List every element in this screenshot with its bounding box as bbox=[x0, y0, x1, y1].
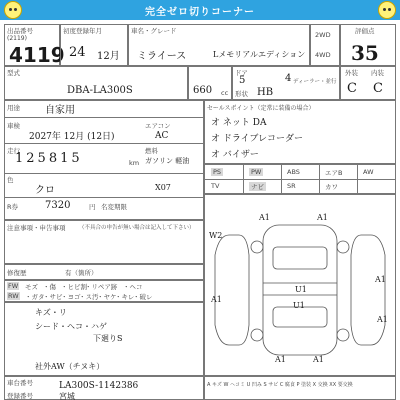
drive-box bbox=[310, 24, 340, 66]
equip-airbag: エアB bbox=[325, 169, 343, 177]
ext-label: 外装 bbox=[345, 69, 358, 77]
door-shape-box bbox=[232, 66, 340, 100]
defect-label: ・ヒビ割 bbox=[61, 283, 87, 291]
defect-label: ・破レ bbox=[133, 293, 153, 301]
sales-point-item: オ バイザー bbox=[211, 150, 259, 160]
inspect-value: 2027年 12月 (12日) bbox=[29, 132, 115, 142]
note-line: 下廻りS bbox=[93, 334, 123, 343]
banner-title: 完全ゼロ切りコーナー bbox=[145, 7, 255, 18]
recycle-value: 円 bbox=[89, 203, 96, 211]
chassis-value: LA300S-1142386 bbox=[59, 381, 139, 391]
equip-ps: PS bbox=[213, 168, 222, 176]
dealer-label: ディーラー・並行 bbox=[293, 79, 337, 85]
note-line: キズ・リ bbox=[35, 308, 67, 317]
inspector-notes bbox=[4, 302, 204, 376]
auction-sheet bbox=[0, 22, 400, 400]
diagram-mark: A1 bbox=[375, 275, 386, 284]
diagram-mark: A1 bbox=[275, 355, 286, 364]
shape-label: 形状 bbox=[235, 90, 248, 98]
cc-unit: cc bbox=[221, 89, 229, 97]
km-label: 走行 bbox=[7, 147, 20, 155]
chassis-label: 車台番号 bbox=[7, 379, 33, 387]
fuel-label: 燃料 bbox=[145, 147, 158, 155]
use-value: 自家用 bbox=[45, 105, 75, 116]
lot-sub: (2119) bbox=[7, 35, 27, 42]
defect-row bbox=[4, 280, 204, 302]
first-reg-label: 初度登録年月 bbox=[63, 27, 102, 35]
repair-label: 修復歴 bbox=[7, 269, 27, 277]
defect-label: ・ヘコ bbox=[123, 283, 143, 291]
price-value: 7320 bbox=[45, 200, 71, 211]
equip-navi: ナビ bbox=[251, 183, 264, 191]
type-label: 型式 bbox=[7, 69, 20, 77]
diagram-mark: A1 bbox=[211, 295, 222, 304]
door-label: ドア bbox=[235, 69, 248, 77]
sales-point-header: セールスポイント（定常に装備の場合） bbox=[207, 105, 315, 112]
price-label: R券 bbox=[7, 203, 19, 211]
defect-label: ・ヤケ bbox=[97, 293, 117, 301]
type-box bbox=[4, 66, 188, 100]
km-value: 125815 bbox=[15, 151, 83, 166]
fuel-value: ガソリン 軽油 bbox=[145, 157, 190, 165]
lot-box bbox=[4, 24, 65, 67]
ext-grade: C bbox=[347, 81, 357, 96]
usage-box bbox=[4, 100, 204, 220]
note-line: 社外AW（チヌキ） bbox=[35, 362, 105, 371]
lot-label: 出品番号 bbox=[7, 27, 33, 35]
use-label: 用途 bbox=[7, 104, 20, 112]
score-value: 35 bbox=[351, 41, 379, 65]
defect-label: ・ス汚 bbox=[79, 293, 99, 301]
recycle-label: 名変期限 bbox=[101, 203, 127, 211]
car-diagram bbox=[204, 194, 396, 376]
equip-leather: カワ bbox=[325, 183, 338, 191]
lot-number: 4119 bbox=[9, 43, 65, 67]
int-label: 内装 bbox=[371, 69, 384, 77]
car-name: ミライース bbox=[137, 51, 187, 62]
sales-point-box bbox=[204, 100, 396, 164]
car-name-label: 車名・グレード bbox=[131, 27, 177, 35]
defect-label: ・リペア跡 bbox=[85, 283, 118, 291]
caution-box bbox=[4, 220, 204, 264]
diagram-mark: A1 bbox=[259, 213, 270, 222]
diagram-mark: U1 bbox=[293, 301, 305, 310]
equip-pw: PW bbox=[251, 168, 262, 176]
defect-label: ・傷 bbox=[43, 283, 56, 291]
ac-value: AC bbox=[155, 131, 169, 141]
note-line: シード・ヘコ・ハゲ bbox=[35, 322, 107, 331]
caution-sub: （不具合の申告が無い場合は記入して下さい） bbox=[79, 225, 195, 231]
plate-value: 宮城 bbox=[59, 392, 75, 400]
sales-point-item: オ ネット DA bbox=[211, 118, 267, 128]
displacement-box bbox=[188, 66, 232, 100]
seats-value: 4 bbox=[285, 73, 292, 84]
diagram-mark: A1 bbox=[377, 315, 388, 324]
color-label: 色 bbox=[7, 176, 14, 184]
mascot-icon bbox=[378, 1, 396, 19]
score-box bbox=[340, 24, 396, 66]
ac-label: エアコン bbox=[145, 122, 171, 130]
drive-4wd: 4WD bbox=[315, 51, 331, 59]
caution-label: 注意事項・申告事項 bbox=[7, 224, 66, 232]
inspect-label: 車検 bbox=[7, 122, 20, 130]
banner bbox=[0, 0, 400, 20]
car-name-box bbox=[128, 24, 310, 66]
type-value: DBA-LA300S bbox=[67, 85, 133, 96]
drive-2wd: 2WD bbox=[315, 31, 331, 39]
int-grade: C bbox=[373, 81, 383, 96]
km-unit: km bbox=[129, 159, 140, 167]
equip-sr: SR bbox=[287, 182, 296, 190]
defect-label: ・サビ bbox=[43, 293, 63, 301]
displacement-value: 660 bbox=[193, 85, 213, 96]
sales-point-item: オ ドライブレコーダー bbox=[211, 134, 303, 144]
equip-aw: AW bbox=[363, 168, 374, 176]
repair-row bbox=[4, 264, 204, 280]
defect-label: ・キレ bbox=[115, 293, 135, 301]
defect-label: ・ガタ bbox=[25, 293, 45, 301]
model-month: 12月 bbox=[97, 51, 120, 62]
color-value: クロ bbox=[35, 185, 55, 196]
shape-value: HB bbox=[257, 87, 274, 98]
diagram-mark: U1 bbox=[295, 285, 307, 294]
grade: Lメモリアルエディション bbox=[213, 50, 306, 59]
legend-box bbox=[204, 376, 396, 400]
defect-fw: FW bbox=[8, 282, 19, 290]
diagram-mark: A1 bbox=[313, 355, 324, 364]
score-label: 評価点 bbox=[355, 27, 375, 35]
defect-rw: RW bbox=[8, 292, 19, 300]
equip-tv: TV bbox=[211, 182, 220, 190]
plate-label: 登録番号 bbox=[7, 392, 33, 400]
repair-value: 有（箇所） bbox=[65, 269, 98, 277]
diagram-mark: A1 bbox=[317, 213, 328, 222]
first-reg-box bbox=[60, 24, 128, 66]
model-year: 24 bbox=[69, 45, 86, 60]
doors-value: 5 bbox=[239, 75, 246, 86]
chassis-box bbox=[4, 376, 204, 400]
diagram-mark: W2 bbox=[209, 231, 223, 240]
equipment-grid bbox=[204, 164, 396, 194]
defect-label: ・ヨゴ bbox=[61, 293, 81, 301]
equip-abs: ABS bbox=[287, 168, 300, 176]
defect-label: モズ bbox=[25, 283, 38, 291]
ext-int-box bbox=[340, 66, 396, 100]
damage-legend: A キズ W ヘコミ U 凹み S サビ C 腐食 P 塗装 X 交換 XX 要交換 bbox=[207, 382, 353, 388]
color-code: X07 bbox=[155, 183, 171, 192]
